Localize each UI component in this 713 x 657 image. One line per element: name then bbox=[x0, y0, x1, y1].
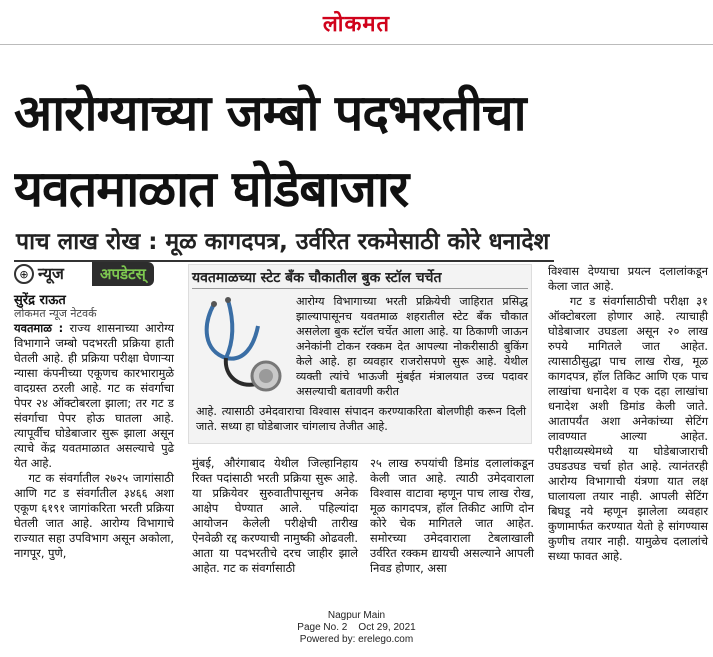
sidebar-box-rule bbox=[192, 288, 528, 289]
footer-powered-by: Powered by: erelego.com bbox=[299, 634, 414, 645]
dateline: यवतमाळ : bbox=[14, 321, 64, 335]
agency-credit: लोकमत न्यूज नेटवर्क bbox=[14, 307, 97, 320]
badge-updates-label: अपडेटस् bbox=[92, 262, 154, 286]
column-4-paragraph-1: विश्वास देण्याचा प्रयत्न दलालांकडून केला जात आहे. bbox=[548, 264, 708, 293]
column-1-paragraph-2: गट क संवर्गातील २७२५ जागांसाठी आणि गट ड संवर्गातील ३४६६ अशा एकूण ६१९१ जागांकरिता भरती प्रक्रिया घेतली जात आहे. आरोग्य विभागाचे राज्यात सहा उपविभाग असून अकोला, नागपूर, पुणे, bbox=[14, 471, 174, 560]
header-divider bbox=[0, 44, 713, 45]
article-column-3: २५ लाख रुपयांची डिमांड दलालांकडून केली जात आहे. त्याठी उमेदवाराला विश्वास वाटावा म्हणून पाच लाख रोख, मूळ कागदपत्र, हॉल तिकीट आणि दोन कोरे चेक मागितले जात आहेत. समोरच्या उमेदवाराला टेबलाखाली उर्वरित रक्कम द्यायची असल्याने आपली निवड होणार, असा bbox=[370, 456, 534, 575]
subheadline: पाच लाख रोख : मूळ कागदपत्र, उर्वरित रकमेसाठी कोरे धनादेश bbox=[16, 229, 550, 255]
footer-page-date: Page No. 2 Oct 29, 2021 bbox=[297, 622, 416, 633]
column-4-paragraph-2: गट ड संवर्गासाठीची परीक्षा ३१ ऑक्टोबरला होणार आहे. त्याचाही घोडेबाजार उघडला असून २० लाख रुपये मागितले जात आहेत. त्यासाठीसुद्धा पाच लाख रोख, मूळ कागदपत्र, हॉल तिकिट आणि एक पाच लाखांचा धनादेश व एक दहा लाखांचा धनादेश अशी डिमांड केली जाते. आतापर्यंत अशा अनेकांच्या सेटिंग लावण्यात आल्या आहेत. परीक्षाव्यस्थेमध्ये या घोडेबाजाराची उघडउघड चर्चा होत आहे. त्यानंतरही आरोग्य विभागाची यंत्रणा यात लक्ष घालायला तयार नाही. आपली सेटिंग बिघडू नये म्हणून झालेला व्यवहार कुणामार्फत करण्यात येतो हे सांगण्यास कुणीच तयार नाही. यामुळेच दलालांचे सध्या फावत आहे. bbox=[548, 294, 708, 563]
article-column-2: मुंबई, औरंगाबाद येथील जिल्हानिहाय रिक्त पदांसाठी भरती प्रक्रिया सुरू आहे. या प्रक्रियेवर सुरुवातीपासूनच अनेक आक्षेप घेण्यात आले. पहिल्यांदा आयोजन केलेली परीक्षेची तारीख ऐनवेळी रद्द करण्याची नामुष्की ओढवली. आता या पदभरतीचे दरच जाहीर झाले आहेत. गट क संवर्गासाठी bbox=[192, 456, 358, 575]
author-byline: सुरेंद्र राऊत bbox=[14, 293, 66, 308]
sidebar-box-title: यवतमाळच्या स्टेट बँक चौकातील बुक स्टॉल चर्चेत bbox=[192, 270, 442, 286]
sidebar-box-text: आरोग्य विभागाच्या भरती प्रक्रियेची जाहिरात प्रसिद्ध झाल्यापासूनच यवतमाळ शहरातील स्टेट बँक चौकात असलेला बुक स्टॉल चर्चेत आला आहे. या ठिकाणी जाऊन अनेकांनी टोकन रक्कम देत आपल्या नोकरीसाठी बुकिंग केले आहे. हा व्यवहार राजरोसपणे सुरू आहे. येथील व्यक्ती त्यांचे भाऊजी मुंबईत मंत्रालयात उच्च पदावर असल्याची बतावणी करीत bbox=[296, 295, 528, 398]
lokmat-emblem-icon: ⊕ bbox=[14, 264, 34, 284]
masthead bbox=[0, 0, 713, 44]
masthead-logo: लोकमत bbox=[322, 11, 391, 37]
badge-news-label: न्यूज bbox=[38, 264, 64, 283]
article-column-1 bbox=[14, 321, 174, 561]
sidebar-box-text-continued: आहे. त्यासाठी उमेदवाराचा विश्वास संपादन करण्याकरिता बोलणीही करून दिली जाते. सध्या हा घोडेबाजार चांगलाच तेजीत आहे. bbox=[196, 405, 526, 433]
page-footer bbox=[0, 610, 713, 646]
column-1-paragraph-1: राज्य शासनाच्या आरोग्य विभागाने जम्बो पदभरती प्रक्रिया हाती घेतली आहे. ही प्रक्रिया परीक्षा घेणाऱ्या न्यासा कंपनीच्या एकूणच कारभारामुळे वादग्रस्त ठरली आहे. गट क संवर्गाचा पेपर २४ ऑक्टोबरला झाला; तर गट ड संवर्गाचा पेपर होऊ घातला आहे. त्यापूर्वीच घोडेबाजार सुरू झाला असून त्याचे केंद्र यवतमाळात असल्याचे पुढे येत आहे. bbox=[14, 321, 175, 470]
footer-edition: Nagpur Main bbox=[327, 610, 386, 621]
headline-line-1: आरोग्याच्या जम्बो पदभरतीचा bbox=[14, 84, 526, 142]
article-column-4 bbox=[548, 264, 708, 564]
stethoscope-icon bbox=[194, 296, 292, 396]
headline-line-2: यवतमाळात घोडेबाजार bbox=[14, 160, 409, 218]
news-updates-badge bbox=[14, 262, 164, 286]
